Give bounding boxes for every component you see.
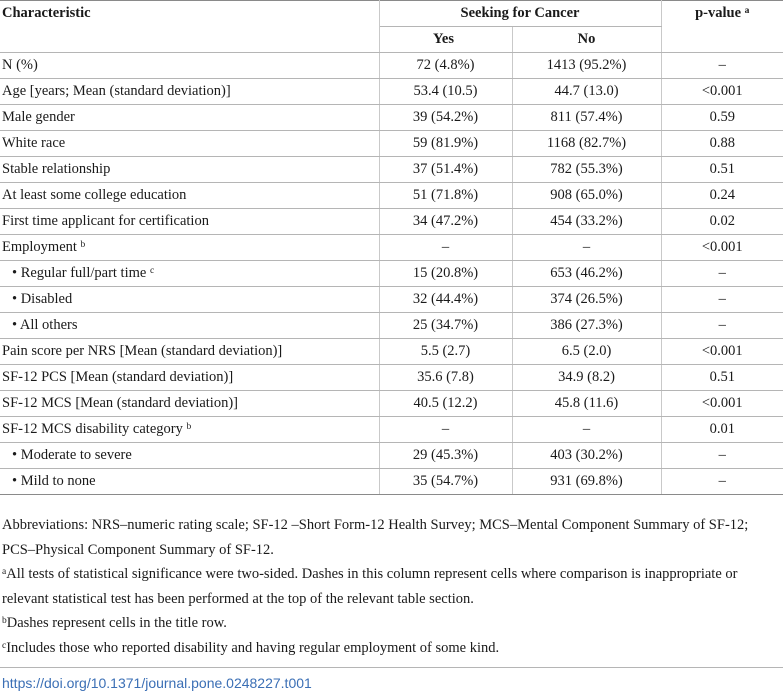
row-label-text: • Disabled xyxy=(12,291,73,307)
table-row xyxy=(0,287,783,313)
footnote-b-text: Dashes represent cells in the title row. xyxy=(6,615,227,631)
row-label xyxy=(0,183,379,209)
row-label xyxy=(0,365,379,391)
row-label xyxy=(0,235,379,261)
row-label-text: SF-12 PCS [Mean (standard deviation)] xyxy=(2,369,234,385)
cell-p-value: 0.51 xyxy=(661,157,783,183)
row-label xyxy=(0,209,379,235)
doi-link[interactable]: https://doi.org/10.1371/journal.pone.0248227.t001 xyxy=(2,675,312,691)
table-row xyxy=(0,157,783,183)
row-label xyxy=(0,313,379,339)
table-row xyxy=(0,261,783,287)
row-label xyxy=(0,391,379,417)
cell-no: 908 (65.0%) xyxy=(512,183,661,209)
cell-yes: 39 (54.2%) xyxy=(379,105,512,131)
table-row xyxy=(0,53,783,79)
cell-no: 931 (69.8%) xyxy=(512,469,661,495)
table-row xyxy=(0,313,783,339)
header-yes: Yes xyxy=(379,27,512,53)
cell-no: 454 (33.2%) xyxy=(512,209,661,235)
row-label-text: Male gender xyxy=(2,109,75,125)
cell-yes: 35.6 (7.8) xyxy=(379,365,512,391)
footnote-c-mark: c xyxy=(2,640,7,651)
row-label-text: White race xyxy=(2,135,66,151)
cell-yes: – xyxy=(379,235,512,261)
table-row xyxy=(0,443,783,469)
cell-p-value: – xyxy=(661,287,783,313)
cell-yes: 40.5 (12.2) xyxy=(379,391,512,417)
row-label-text: First time applicant for certification xyxy=(2,213,209,229)
cell-yes: 35 (54.7%) xyxy=(379,469,512,495)
cell-yes: 51 (71.8%) xyxy=(379,183,512,209)
row-label-sup: b xyxy=(80,240,86,250)
row-label-text: SF-12 MCS [Mean (standard deviation)] xyxy=(2,395,238,411)
cell-p-value: 0.59 xyxy=(661,105,783,131)
table-row xyxy=(0,235,783,261)
row-label xyxy=(0,417,379,443)
header-p-value-sup: a xyxy=(744,6,750,16)
row-label xyxy=(0,261,379,287)
header-seeking-for-cancer: Seeking for Cancer xyxy=(379,1,661,27)
cell-no: 403 (30.2%) xyxy=(512,443,661,469)
row-label-text: Pain score per NRS [Mean (standard deviation)] xyxy=(2,343,283,359)
cell-yes: 72 (4.8%) xyxy=(379,53,512,79)
cell-no: – xyxy=(512,235,661,261)
footnote-a xyxy=(2,562,779,611)
table-row xyxy=(0,105,783,131)
row-label xyxy=(0,443,379,469)
row-label-sup: b xyxy=(186,422,192,432)
cell-p-value: 0.24 xyxy=(661,183,783,209)
row-label-text: • Mild to none xyxy=(12,473,96,489)
cell-p-value: <0.001 xyxy=(661,339,783,365)
row-label-text: Stable relationship xyxy=(2,161,111,177)
cell-p-value: 0.88 xyxy=(661,131,783,157)
table-row xyxy=(0,131,783,157)
footnote-a-mark: a xyxy=(2,567,7,577)
header-row xyxy=(0,1,783,27)
row-label-text: Age [years; Mean (standard deviation)] xyxy=(2,83,231,99)
row-label xyxy=(0,131,379,157)
row-label xyxy=(0,287,379,313)
cell-p-value: <0.001 xyxy=(661,391,783,417)
table-row xyxy=(0,365,783,391)
cell-yes: 32 (44.4%) xyxy=(379,287,512,313)
row-label-sup: c xyxy=(149,266,155,276)
cell-yes: 25 (34.7%) xyxy=(379,313,512,339)
cell-yes: 15 (20.8%) xyxy=(379,261,512,287)
row-label xyxy=(0,469,379,495)
cell-no: 6.5 (2.0) xyxy=(512,339,661,365)
footnote-a-text: All tests of statistical significance were two-sided. Dashes in this column represent cells where comparison is inappropriate or relevant statistical test has been performed at the top of the relevant table section. xyxy=(2,566,738,607)
cell-yes: 5.5 (2.7) xyxy=(379,339,512,365)
cell-no: 45.8 (11.6) xyxy=(512,391,661,417)
cell-p-value: <0.001 xyxy=(661,235,783,261)
row-label-text: At least some college education xyxy=(2,187,187,203)
cell-p-value: <0.001 xyxy=(661,79,783,105)
row-label-text: N (%) xyxy=(2,57,38,73)
row-label-text: • Regular full/part time xyxy=(12,265,147,281)
footnote-b-mark: b xyxy=(2,616,7,626)
cell-no: 811 (57.4%) xyxy=(512,105,661,131)
cell-no: 44.7 (13.0) xyxy=(512,79,661,105)
table-row xyxy=(0,391,783,417)
row-label xyxy=(0,53,379,79)
row-label-text: SF-12 MCS disability category xyxy=(2,421,183,437)
cell-no: – xyxy=(512,417,661,443)
table-row xyxy=(0,79,783,105)
cell-p-value: – xyxy=(661,469,783,495)
cell-p-value: 0.01 xyxy=(661,417,783,443)
header-p-value: p-value $^a$ xyxy=(661,1,783,53)
footnotes xyxy=(0,495,783,660)
row-label xyxy=(0,79,379,105)
footnote-abbreviations: Abbreviations: NRS–numeric rating scale; SF-12 –Short Form-12 Health Survey; MCS–Mental Component Summary of SF-12; PCS–Physical Component Summary of SF-12. xyxy=(2,517,749,558)
cell-p-value: – xyxy=(661,443,783,469)
cell-no: 386 (27.3%) xyxy=(512,313,661,339)
cell-p-value: – xyxy=(661,53,783,79)
table-row xyxy=(0,209,783,235)
header-characteristic: Characteristic xyxy=(0,1,379,53)
table-row xyxy=(0,339,783,365)
cell-no: 1168 (82.7%) xyxy=(512,131,661,157)
cell-p-value: – xyxy=(661,313,783,339)
row-label-text: • All others xyxy=(12,317,78,333)
row-label xyxy=(0,105,379,131)
table-row xyxy=(0,183,783,209)
cell-yes: 34 (47.2%) xyxy=(379,209,512,235)
cell-yes: 29 (45.3%) xyxy=(379,443,512,469)
table-body xyxy=(0,53,783,495)
cell-no: 34.9 (8.2) xyxy=(512,365,661,391)
cell-yes: 37 (51.4%) xyxy=(379,157,512,183)
cell-yes: 59 (81.9%) xyxy=(379,131,512,157)
table-row xyxy=(0,417,783,443)
row-label-text: • Moderate to severe xyxy=(12,447,132,463)
footnote-b xyxy=(2,611,779,636)
header-no: No xyxy=(512,27,661,53)
cell-p-value: – xyxy=(661,261,783,287)
cell-no: 374 (26.5%) xyxy=(512,287,661,313)
cell-no: 782 (55.3%) xyxy=(512,157,661,183)
row-label xyxy=(0,157,379,183)
table-row xyxy=(0,469,783,495)
footnote-c-text: Includes those who reported disability and having regular employment of some kind. xyxy=(6,639,500,656)
cell-yes: – xyxy=(379,417,512,443)
cell-yes: 53.4 (10.5) xyxy=(379,79,512,105)
cell-p-value: 0.51 xyxy=(661,365,783,391)
row-label-text: Employment xyxy=(2,239,77,255)
cell-no: 1413 (95.2%) xyxy=(512,53,661,79)
footnote-c xyxy=(2,636,779,661)
row-label xyxy=(0,339,379,365)
cell-p-value: 0.02 xyxy=(661,209,783,235)
doi-bar xyxy=(0,667,783,691)
cell-no: 653 (46.2%) xyxy=(512,261,661,287)
